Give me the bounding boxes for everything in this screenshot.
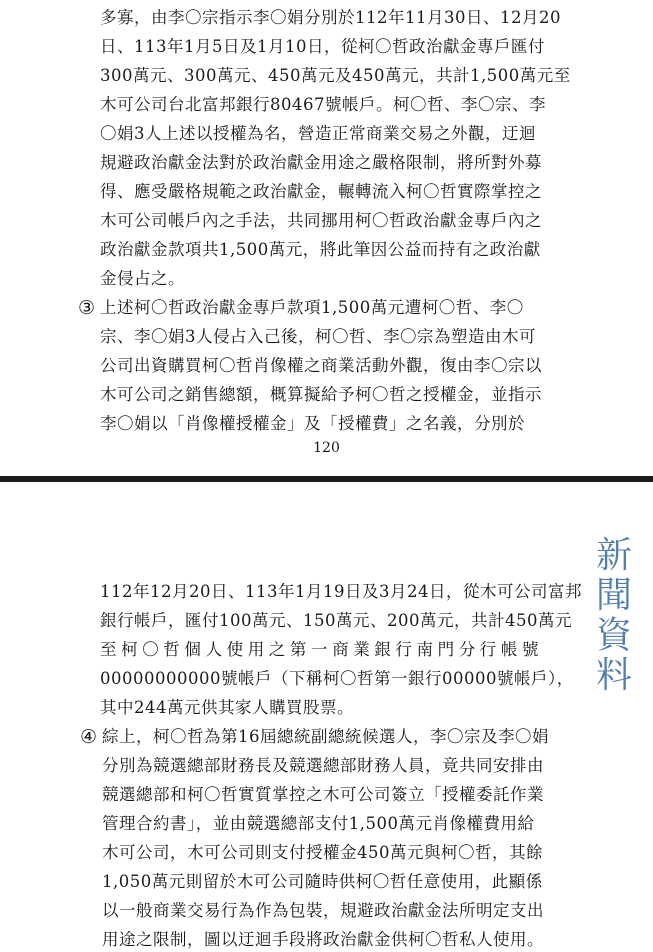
top-line-10: 金侵占之。: [100, 269, 185, 288]
top-line-1: 多寡，由李〇宗指示李〇娟分別於112年11月30日、12月20: [100, 8, 561, 27]
top-line-6: 規避政治獻金法對於政治獻金用途之嚴格限制，將所對外募: [100, 153, 542, 172]
item-3-line-4: 木可公司之銷售總額，概算擬給予柯〇哲之授權金，並指示: [100, 385, 542, 404]
item-4-line-3: 競選總部和柯〇哲實質掌控之木可公司簽立「授權委託作業: [102, 785, 544, 804]
bottom-line-3: 至柯〇哲個人使用之第一商業銀行南門分行帳號: [100, 640, 544, 659]
top-line-5: 〇娟3人上述以授權為名，營造正常商業交易之外觀，迂迴: [100, 124, 536, 143]
item-3-marker: ③: [78, 297, 96, 319]
top-line-3: 300萬元、300萬元、450萬元及450萬元，共計1,500萬元至: [100, 66, 571, 85]
item-4-line-8: 用途之限制，圖以迂迴手段將政治獻金供柯〇哲私人使用。: [102, 930, 544, 949]
item-4-line-2: 分別為競選總部財務長及競選總部財務人員，竟共同安排由: [102, 756, 544, 775]
stamp-char-1: 新: [595, 535, 632, 576]
top-line-8: 木可公司帳戶內之手法，共同挪用柯〇哲政治獻金專戶內之: [100, 211, 542, 230]
stamp-char-2: 聞: [595, 575, 632, 616]
top-line-4: 木可公司台北富邦銀行80467號帳戶。柯〇哲、李〇宗、李: [100, 95, 546, 114]
bottom-line-2: 銀行帳戶，匯付100萬元、150萬元、200萬元，共計450萬元: [100, 611, 572, 630]
stamp-char-4: 料: [595, 655, 632, 696]
page-separator: [0, 476, 653, 482]
item-4-line-6: 1,050萬元則留於木可公司隨時供柯〇哲任意使用，此顯係: [102, 872, 543, 891]
top-line-7: 得、應受嚴格規範之政治獻金，輾轉流入柯〇哲實際掌控之: [100, 182, 542, 201]
top-line-9: 政治獻金款項共1,500萬元，將此筆因公益而持有之政治獻: [100, 240, 541, 259]
item-3-line-3: 公司出資購買柯〇哲肖像權之商業活動外觀，復由李〇宗以: [100, 356, 542, 375]
item-3-line-2: 宗、李〇娟3人侵占入己後，柯〇哲、李〇宗為塑造由木可: [100, 327, 536, 346]
bottom-page: [0, 484, 653, 949]
item-4-marker: ④: [80, 726, 98, 748]
news-material-stamp: [592, 536, 636, 696]
bottom-line-5: 其中244萬元供其家人購買股票。: [100, 698, 354, 717]
item-3-line-1: 上述柯〇哲政治獻金專戶款項1,500萬元遭柯〇哲、李〇: [100, 298, 524, 317]
item-4-line-5: 木可公司，木可公司則支付授權金450萬元與柯〇哲，其餘: [102, 843, 543, 862]
item-4-line-7: 以一般商業交易行為作為包裝，規避政治獻金法所明定支出: [102, 901, 544, 920]
bottom-line-4: 00000000000號帳戶（下稱柯〇哲第一銀行00000號帳戶），: [100, 669, 574, 688]
item-4-line-4: 管理合約書」，並由競選總部支付1,500萬元肖像權費用給: [102, 814, 535, 833]
top-page: [0, 0, 653, 472]
stamp-char-3: 資: [595, 615, 632, 656]
bottom-line-1: 112年12月20日、113年1月19日及3月24日，從木可公司富邦: [100, 582, 582, 601]
page-number: 120: [313, 440, 340, 456]
top-line-2: 日、113年1月5日及1月10日，從柯〇哲政治獻金專戶匯付: [100, 37, 545, 56]
item-3-line-5: 李〇娟以「肖像權授權金」及「授權費」之名義，分別於: [100, 414, 525, 433]
item-4-line-1: 綜上，柯〇哲為第16屆總統副總統候選人，李〇宗及李〇娟: [102, 727, 549, 746]
